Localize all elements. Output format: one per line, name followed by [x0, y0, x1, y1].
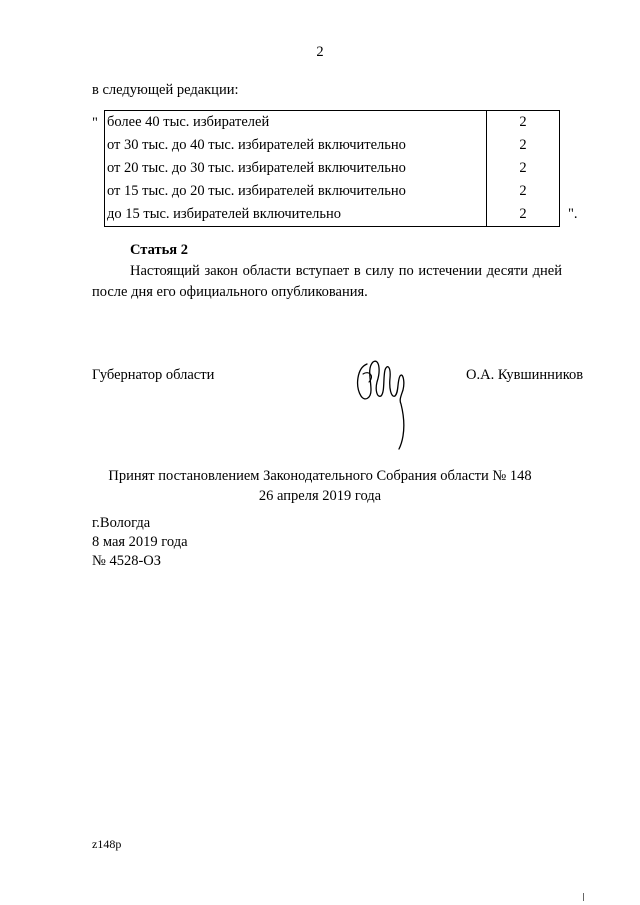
intro-text: в следующей редакции:: [92, 82, 239, 98]
adoption-date: 26 апреля 2019 года: [258, 488, 382, 504]
table-open-quote: ": [92, 115, 98, 131]
page-number: 2: [316, 44, 324, 60]
law-number: № 4528-ОЗ: [92, 553, 162, 569]
table-close-quote: ".: [568, 206, 578, 222]
signing-date: 8 мая 2019 года: [92, 534, 188, 550]
row-label: более 40 тыс. избирателей: [105, 111, 487, 135]
row-value: 2: [487, 111, 560, 135]
table-row: [105, 134, 560, 157]
article-title: Статья 2: [130, 242, 188, 258]
table-row: [105, 111, 560, 135]
table-row: [105, 203, 560, 227]
row-value: 2: [487, 157, 560, 180]
city: г.Вологда: [92, 515, 151, 531]
article-text-line2: после дня его официального опубликования.: [92, 284, 368, 300]
governor-name: О.А. Кувшинников: [466, 367, 584, 383]
row-value: 2: [487, 203, 560, 227]
districts-table: [104, 110, 560, 227]
row-label: до 15 тыс. избирателей включительно: [105, 203, 487, 227]
row-value: 2: [487, 180, 560, 203]
row-label: от 15 тыс. до 20 тыс. избирателей включительно: [105, 180, 487, 203]
table-row: [105, 157, 560, 180]
governor-title: Губернатор области: [92, 367, 215, 383]
article-text-line1: Настоящий закон области вступает в силу по истечении десяти дней: [130, 263, 562, 279]
row-label: от 30 тыс. до 40 тыс. избирателей включительно: [105, 134, 487, 157]
table-row: [105, 180, 560, 203]
row-value: 2: [487, 134, 560, 157]
row-label: от 20 тыс. до 30 тыс. избирателей включительно: [105, 157, 487, 180]
signature-image: [353, 352, 413, 452]
scan-mark: [583, 893, 584, 901]
adoption-line1: Принят постановлением Законодательного Собрания области № 148: [108, 468, 532, 484]
document-code: z148p: [92, 837, 122, 851]
